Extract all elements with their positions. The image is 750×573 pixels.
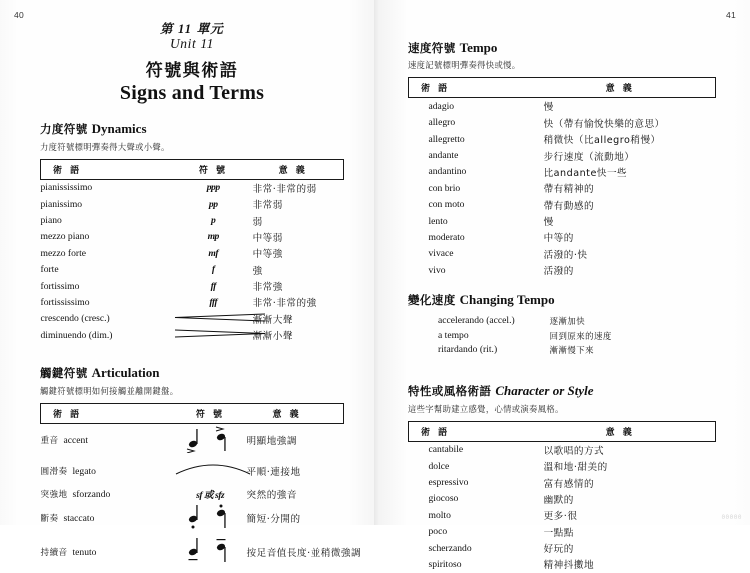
character-heading-cn: 特性或風格術語 <box>408 384 492 399</box>
unit-title-cn: 第 11 單元 <box>160 22 224 36</box>
term-cell: diminuendo (dim.) <box>40 329 113 341</box>
character-table <box>408 421 716 573</box>
term-cn: 斷奏 <box>40 514 59 525</box>
term-cn: 突強地 <box>40 489 68 500</box>
col-header-meaning: 意 義 <box>544 421 716 441</box>
meaning-cell: 活潑的‧快 <box>543 249 588 261</box>
term-cell: a tempo <box>438 329 469 341</box>
term-en: legato <box>72 466 96 478</box>
accent-notes-icon <box>180 425 240 451</box>
tempo-heading-cn: 速度符號 <box>408 41 456 55</box>
symbol-cell: ppp <box>206 182 220 194</box>
table-row <box>41 278 344 294</box>
term-cell: cantabile <box>428 444 464 456</box>
table-header-row <box>41 403 344 423</box>
table-row <box>409 213 716 229</box>
table-row <box>41 327 344 343</box>
page-watermark: 00000 <box>721 514 742 521</box>
term-cell: con moto <box>428 199 465 211</box>
col-header-term: 術 語 <box>409 78 544 98</box>
term-cell <box>41 535 174 568</box>
table-row <box>409 507 716 523</box>
meaning-cell: 更多‧很 <box>543 511 578 523</box>
meaning-cell: 中等強 <box>252 249 283 261</box>
tempo-table <box>408 77 716 278</box>
term-cell: fortissimo <box>40 280 80 292</box>
table-row <box>409 474 716 490</box>
articulation-subtitle: 觸鍵符號標明如何接觸並離開鍵盤。 <box>40 385 179 396</box>
character-heading-en: Character or Style <box>495 383 594 399</box>
tempo-heading <box>408 40 716 56</box>
table-row <box>41 457 344 485</box>
table-row <box>41 196 344 212</box>
symbol-cell: ff <box>210 280 216 292</box>
unit-title-block <box>40 22 344 105</box>
meaning-cell: 逐漸加快 <box>549 315 586 326</box>
staccato-notes-icon <box>180 503 240 529</box>
term-en: accent <box>63 435 88 447</box>
symbol-cell: pp <box>208 198 218 210</box>
table-row <box>41 294 344 310</box>
articulation-heading-en: Articulation <box>91 365 160 381</box>
meaning-cell: 漸漸大聲 <box>252 314 293 326</box>
meaning-cell: 精神抖擻地 <box>543 560 595 572</box>
symbol-cell: f <box>211 264 215 276</box>
term-cell: forte <box>40 264 59 276</box>
table-row <box>41 229 344 245</box>
table-row <box>409 147 716 163</box>
page-right <box>378 0 750 572</box>
dynamics-heading-cn: 力度符號 <box>40 122 88 137</box>
meaning-cell: 中等弱 <box>252 232 283 244</box>
changing-tempo-list <box>408 314 716 358</box>
term-cn: 持續音 <box>40 547 68 558</box>
section-changing-tempo <box>408 292 716 357</box>
col-header-meaning: 意 義 <box>247 403 344 423</box>
meaning-cell: 按足音值長度‧並稍微強調 <box>246 547 362 559</box>
meaning-cell: 明顯地強調 <box>246 436 297 448</box>
table-row <box>41 311 344 327</box>
term-cell: fortississimo <box>40 296 90 308</box>
symbol-cell <box>174 457 247 485</box>
dynamics-heading <box>40 121 344 137</box>
dynamics-heading-en: Dynamics <box>91 121 147 137</box>
term-cell: vivace <box>428 248 454 260</box>
symbol-cell: fff <box>209 296 218 308</box>
meaning-cell: 中等的 <box>543 233 574 245</box>
col-header-term: 術 語 <box>41 159 174 179</box>
meaning-cell: 步行速度（流動地） <box>543 151 635 163</box>
term-cell <box>41 485 174 501</box>
term-cell: accelerando (accel.) <box>438 314 515 326</box>
table-header-row <box>41 159 344 179</box>
term-cell: vivo <box>428 264 446 276</box>
unit-title-en: Unit 11 <box>169 36 215 52</box>
term-cell: scherzando <box>428 542 472 554</box>
term-cell: adagio <box>428 100 455 112</box>
table-row <box>409 229 716 245</box>
table-row <box>409 441 716 458</box>
section-dynamics <box>40 121 344 343</box>
meaning-cell: 活潑的 <box>543 266 574 278</box>
meaning-cell: 一點點 <box>543 527 574 539</box>
term-en: tenuto <box>72 546 97 558</box>
dynamics-subtitle: 力度符號標明彈奏得大聲或小聲。 <box>40 141 170 152</box>
table-row <box>41 535 344 568</box>
term-cell: lento <box>428 215 448 227</box>
tenuto-notes-icon <box>180 536 240 562</box>
changing-tempo-heading-en: Changing Tempo <box>459 292 555 308</box>
symbol-cell: sf 或 sfz <box>196 489 225 501</box>
meaning-cell: 非常‧非常的弱 <box>252 183 317 195</box>
table-row <box>41 262 344 278</box>
meaning-cell: 帶有精神的 <box>543 184 595 196</box>
col-header-symbol: 符 號 <box>174 159 253 179</box>
tempo-heading-en: Tempo <box>459 40 498 55</box>
table-row <box>41 212 344 228</box>
table-row <box>41 245 344 261</box>
symbol-cell: mp <box>207 231 219 243</box>
articulation-table <box>40 403 362 569</box>
term-cell: molto <box>428 509 451 521</box>
table-row <box>41 423 344 457</box>
table-row <box>409 491 716 507</box>
term-cell <box>41 423 174 457</box>
meaning-cell: 強 <box>252 265 263 277</box>
meaning-cell: 溫和地‧甜美的 <box>543 462 608 474</box>
col-header-term: 術 語 <box>41 403 174 423</box>
term-cell: pianissimo <box>40 198 83 210</box>
term-cell: andantino <box>428 166 467 178</box>
term-en: sforzando <box>72 488 111 500</box>
slur-curve-icon <box>174 458 252 484</box>
tempo-subtitle: 速度記號標明彈奏得快或慢。 <box>408 60 521 71</box>
table-row <box>409 556 716 572</box>
term-cell: andante <box>428 150 459 162</box>
list-item <box>408 343 716 358</box>
col-header-symbol: 符 號 <box>174 403 247 423</box>
term-cell <box>41 457 174 485</box>
character-subtitle: 這些字幫助建立感覺，心情或演奏風格。 <box>408 403 564 414</box>
term-cell: allegretto <box>428 133 465 145</box>
term-cell: mezzo piano <box>40 231 90 243</box>
term-cn: 圓滑奏 <box>40 467 68 478</box>
character-heading <box>408 383 716 399</box>
symbol-cell <box>174 423 247 457</box>
term-cell: espressivo <box>428 477 469 489</box>
table-row <box>409 164 716 180</box>
section-articulation <box>40 365 362 568</box>
table-row <box>409 115 716 131</box>
term-cell: spiritoso <box>428 558 462 570</box>
meaning-cell: 慢 <box>543 217 554 229</box>
term-cell: allegro <box>428 117 456 129</box>
table-row <box>409 98 716 115</box>
table-row <box>409 180 716 196</box>
section-tempo <box>408 40 716 278</box>
meaning-cell: 富有感情的 <box>543 478 595 490</box>
meaning-cell: 稍微快（比allegro稍慢） <box>543 135 661 147</box>
page-title-en: Signs and Terms <box>119 81 265 104</box>
table-row <box>41 502 344 535</box>
table-row <box>41 485 344 501</box>
term-cell: ritardando (rit.) <box>438 344 498 356</box>
list-item <box>408 328 716 343</box>
folio-right: 41 <box>725 10 736 20</box>
col-header-meaning: 意 義 <box>544 78 716 98</box>
meaning-cell: 好玩的 <box>543 544 574 556</box>
col-header-meaning: 意 義 <box>253 159 344 179</box>
term-cell: crescendo (cresc.) <box>40 313 110 325</box>
symbol-cell <box>174 535 247 568</box>
meaning-cell: 非常‧非常的強 <box>252 298 317 310</box>
changing-tempo-heading <box>408 292 716 308</box>
term-cell: con brio <box>428 182 461 194</box>
symbol-cell <box>174 311 253 327</box>
symbol-cell: mf <box>208 247 219 259</box>
list-item <box>408 314 716 329</box>
table-row <box>409 197 716 213</box>
meaning-cell: 突然的強音 <box>246 489 297 501</box>
term-cell: giocoso <box>428 493 459 505</box>
meaning-cell: 弱 <box>252 216 263 228</box>
meaning-cell: 慢 <box>543 102 554 114</box>
meaning-cell: 簡短‧分開的 <box>246 514 301 526</box>
term-cell: dolce <box>428 460 450 472</box>
term-cell: moderato <box>428 231 465 243</box>
term-cell: pianississimo <box>40 182 93 194</box>
meaning-cell: 帶有動感的 <box>543 200 595 212</box>
meaning-cell: 以歌唱的方式 <box>543 445 605 457</box>
meaning-cell: 非常弱 <box>252 200 283 212</box>
meaning-cell: 回到原來的速度 <box>549 330 612 341</box>
meaning-cell: 漸漸慢下來 <box>549 345 595 356</box>
table-row <box>409 131 716 147</box>
meaning-cell: 幽默的 <box>543 494 574 506</box>
articulation-heading <box>40 365 344 381</box>
term-cn: 重音 <box>40 436 59 447</box>
table-row <box>409 246 716 262</box>
table-header-row <box>409 78 716 98</box>
table-header-row <box>409 421 716 441</box>
table-row <box>409 540 716 556</box>
term-cell: mezzo forte <box>40 247 87 259</box>
meaning-cell: 非常強 <box>252 282 283 294</box>
table-row <box>409 458 716 474</box>
folio-left: 40 <box>14 10 25 20</box>
table-row <box>41 179 344 196</box>
meaning-cell: 平順‧連接地 <box>246 467 301 479</box>
articulation-heading-cn: 觸鍵符號 <box>40 366 88 381</box>
table-row <box>409 262 716 278</box>
term-cell: piano <box>40 215 62 227</box>
meaning-cell: 比andante快一些 <box>543 167 628 179</box>
col-header-term: 術 語 <box>409 421 544 441</box>
table-row <box>409 524 716 540</box>
term-cell <box>41 502 174 535</box>
page-left <box>0 0 378 559</box>
symbol-cell: p <box>211 215 216 227</box>
meaning-cell: 快（帶有愉悅快樂的意思） <box>543 118 665 130</box>
symbol-cell <box>174 502 247 535</box>
meaning-cell: 漸漸小聲 <box>252 331 293 343</box>
dynamics-table <box>40 159 344 344</box>
term-en: staccato <box>63 513 95 525</box>
section-character-style <box>408 383 716 572</box>
page-title-cn: 符號與術語 <box>145 60 239 81</box>
symbol-cell <box>174 327 253 343</box>
term-cell: poco <box>428 526 448 538</box>
changing-tempo-heading-cn: 變化速度 <box>408 293 456 308</box>
